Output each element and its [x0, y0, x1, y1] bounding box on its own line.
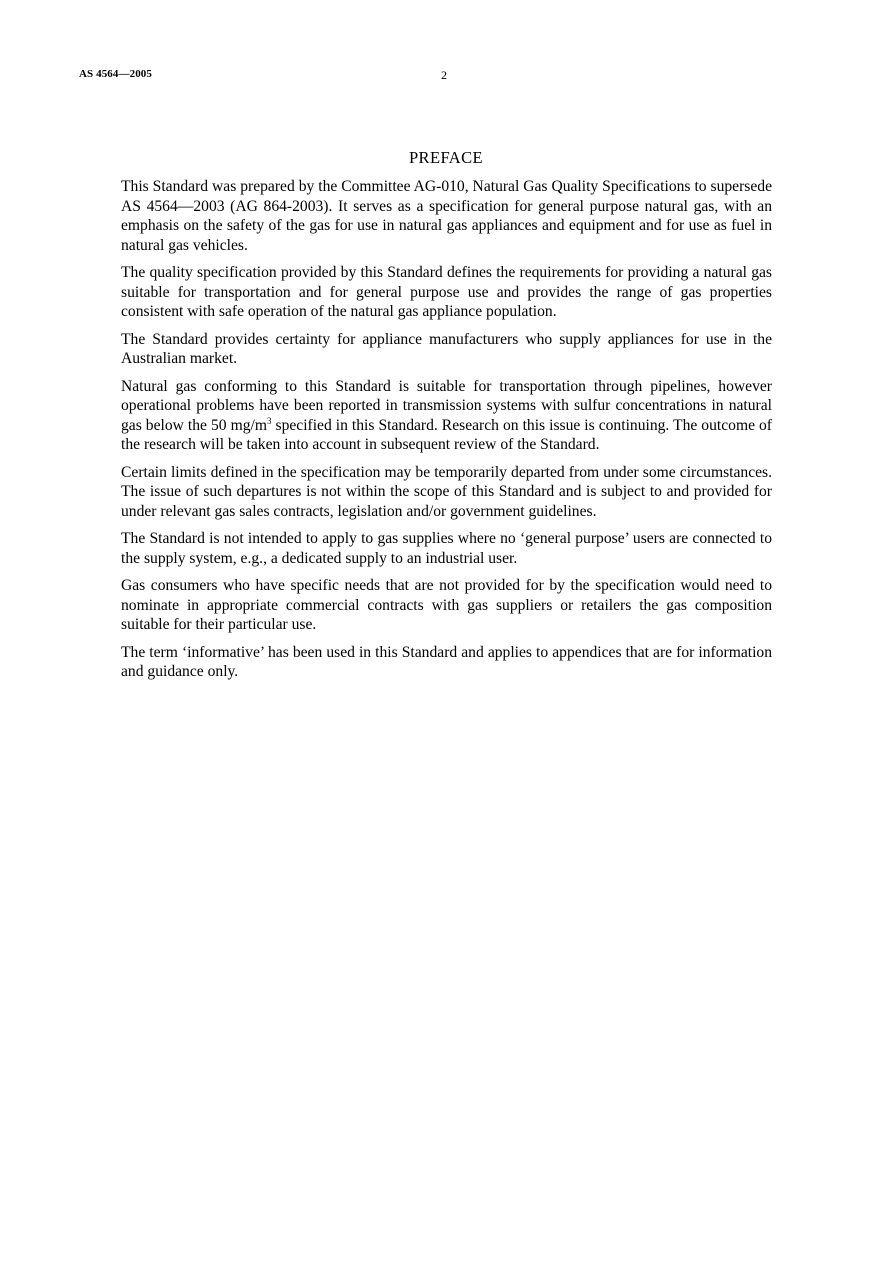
paragraph-sulfur-concentration [121, 377, 772, 455]
paragraph-informative-term: The term ‘informative’ has been used in this Standard and applies to appendices that are for information and guidance only. [121, 643, 772, 680]
page-number: 2 [441, 68, 447, 82]
preface-body [121, 177, 772, 690]
document-reference: AS 4564—2005 [79, 68, 153, 80]
paragraph-scope-exclusion: The Standard is not intended to apply to gas supplies where no ‘general purpose’ users are connected to the supply system, e.g., a dedicated supply to an industrial user. [121, 530, 772, 567]
paragraph-specific-needs: Gas consumers who have specific needs that are not provided for by the specification would need to nominate in appropriate commercial contracts with gas suppliers or retailers the gas composition suitable for their particular use. [121, 577, 772, 633]
unit-superscript: 3 [266, 415, 272, 426]
paragraph-purpose: This Standard was prepared by the Committee AG-010, Natural Gas Quality Specifications to supersede AS 4564—2003 (AG 864-2003). It serves as a specification for general purpose natural gas, with an emphasis on the safety of the gas for use in natural gas appliances and equipment and for use as fuel in natural gas vehicles. [121, 178, 772, 254]
paragraph-temporary-departures: Certain limits defined in the specification may be temporarily departed from under some circumstances. The issue of such departures is not within the scope of this Standard and is subject to and provided for under relevant gas sales contracts, legislation and/or government guidelines. [121, 463, 772, 520]
section-title: PREFACE [408, 148, 483, 167]
sulfur-text-before: Natural gas conforming to this Standard is suitable for transportation through pipelines, however operational problems have been reported in transmission systems with sulfur concentrations in natural gas below the 50 mg/m [121, 377, 772, 434]
sulfur-text-after: specified in this Standard. Research on this issue is continuing. The outcome of the research will be taken into account in subsequent review of the Standard. [121, 416, 772, 453]
paragraph-quality-specification: The quality specification provided by this Standard defines the requirements for providing a natural gas suitable for transportation and for general purpose use and provides the range of gas properties consistent with safe operation of the natural gas appliance population. [121, 264, 772, 320]
paragraph-appliance-manufacturers: The Standard provides certainty for appliance manufacturers who supply appliances for use in the Australian market. [121, 330, 772, 367]
